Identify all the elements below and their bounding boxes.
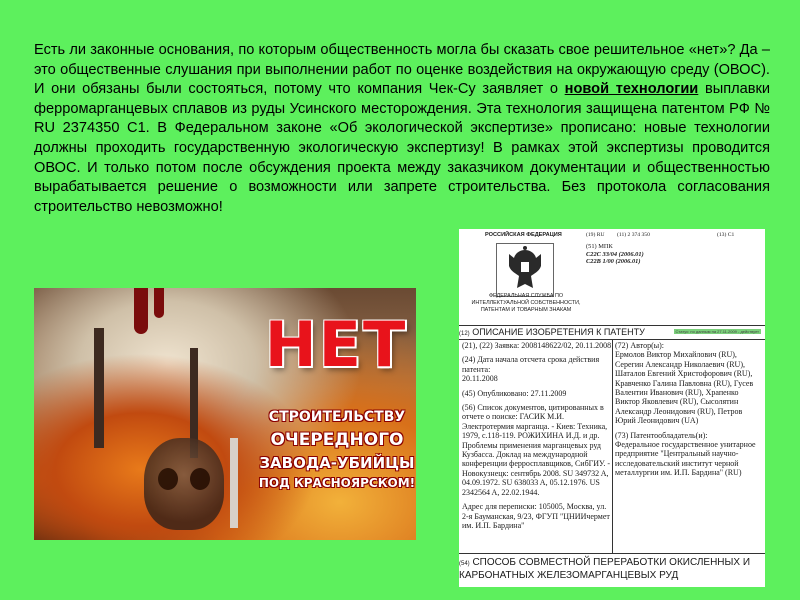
ipc-label: (51) МПК: [586, 243, 613, 250]
slogan-line: ЗАВОДА-УБИЙЦЫ: [259, 454, 415, 472]
owner-name: Федеральное государственное унитарное предприятие "Центральный научно-исследовательский институт черной металлургии им. И.П. Бардина" (RU): [615, 440, 756, 478]
ipc-class: C22C 33/04 (2006.01): [586, 250, 644, 258]
authors-list: Ермолов Виктор Михайлович (RU), Серегин Александр Николаевич (RU), Шаталов Евгений Христофорович (RU), Кравченко Галина Павловна (RU), Гусев Валентин Иванович (RU), Храпенко Виктор Яковлевич (RU), Сысолятин Александр Леонидович (RU), Петров Юрий Леонидович (UA): [615, 350, 754, 426]
invention-title: СПОСОБ СОВМЕСТНОЙ ПЕРЕРАБОТКИ ОКИСЛЕННЫХ И КАРБОНАТНЫХ ЖЕЛЕЗОМАРГАНЦЕВЫХ РУД: [459, 557, 751, 581]
patent-kind: (13) C1: [717, 232, 735, 238]
slide-paragraph: [34, 41, 770, 217]
title-code: (12): [459, 331, 470, 337]
paragraph-part-2: выплавки ферромарганцевых сплавов из руды Усинского месторождения. Эта технология защищена патентом РФ № RU 2374350 C1. В Федеральном законе «Об экологической экспертизе» прописано: новые технологии должны проходить государственную экологическую экспертизу! В рамках этой экспертизы проводится ОВОС. И только потом после обсуждения проекта между заказчиком документации и общественностью вырабатывается решение о возможности или запрете строительства. Без протокола согласования строительство невозможно!: [34, 81, 771, 215]
patent-agency: ФЕДЕРАЛЬНАЯ СЛУЖБА ПО ИНТЕЛЛЕКТУАЛЬНОЙ СОБСТВЕННОСТИ, ПАТЕНТАМ И ТОВАРНЫМ ЗНАКАМ: [471, 293, 581, 313]
coat-of-arms-icon: [496, 243, 554, 297]
invention-title-block: [459, 553, 765, 587]
patent-title-bar: [459, 325, 765, 340]
invention-code: (54): [459, 561, 470, 567]
poster-slogan: [252, 406, 416, 492]
blood-drip: [134, 288, 148, 334]
slogan-line: СТРОИТЕЛЬСТВУ: [268, 409, 406, 425]
patent-left-column: [462, 341, 612, 535]
term-start-label: (24) Дата начала отсчета срока действия патента:: [462, 355, 600, 374]
term-start: [462, 355, 612, 383]
patent-right-column: [615, 341, 763, 483]
ipc-class: C22B 1/00 (2006.01): [586, 258, 641, 266]
owner-label: (73) Патентообладатель(и):: [615, 430, 708, 440]
patent-country-code: (19) RU: [586, 232, 605, 238]
slogan-line: ПОД КРАСНОЯРСКОМ!: [258, 476, 416, 490]
chimney: [94, 328, 104, 448]
slogan-line: ОЧЕРЕДНОГО: [270, 430, 404, 450]
protest-poster-image: [34, 288, 416, 540]
patent-title: ОПИСАНИЕ ИЗОБРЕТЕНИЯ К ПАТЕНТУ: [472, 327, 645, 337]
correspondence-address: Адрес для переписки: 105005, Москва, ул. 2-я Бауманская, 9/23, ФГУП "ЦНИИчермет им. И.П. Бардина": [462, 502, 610, 530]
poster-headline: НЕТ: [264, 308, 408, 381]
paragraph-part-1: Есть ли законные основания, по которым общественность могла бы сказать свое решительное «нет»? Да – это общественные слушания при выполнении работ по оценке воздействия на окружающую среду (ОВОС). И они обязаны были состояться, потому что компания Чек-Су заявляет о: [34, 42, 770, 98]
patent-country: РОССИЙСКАЯ ФЕДЕРАЦИЯ: [485, 232, 562, 238]
skull-image: [144, 438, 224, 530]
patent-number: (11) 2 374 350: [617, 232, 650, 238]
publication-date: (45) Опубликовано: 27.11.2009: [462, 388, 567, 398]
patent-status: Статус: по данным на 27.11.2009 - действует: [675, 329, 759, 334]
patent-document-image: [459, 229, 765, 587]
cited-documents: (56) Список документов, цитированных в отчете о поиске: ГАСИК М.И. Электротермия марганца. - Киев: Техника, 1979, с.118-119. РОЖИХИНА И.Д. и др. Проблемы применения марганцевых руд Кузбасса. Доклад на международной конференции ферросплавщиков, СибГИУ. - Новокузнецк: сентябрь 2008. SU 349732 A, 04.09.1972. SU 638033 A, 05.12.1976. US 2342564 A, 22.02.1944.: [462, 403, 611, 497]
chimney: [230, 438, 238, 528]
application-info: (21), (22) Заявка: 2008148622/02, 20.11.2008: [462, 341, 612, 350]
term-start-date: 20.11.2008: [462, 374, 498, 384]
authors-label: (72) Автор(ы):: [615, 341, 664, 350]
new-technology-link[interactable]: новой технологии: [564, 81, 699, 98]
column-divider: [612, 339, 613, 553]
patent-ipc: [586, 243, 644, 266]
blood-drip: [154, 288, 164, 318]
